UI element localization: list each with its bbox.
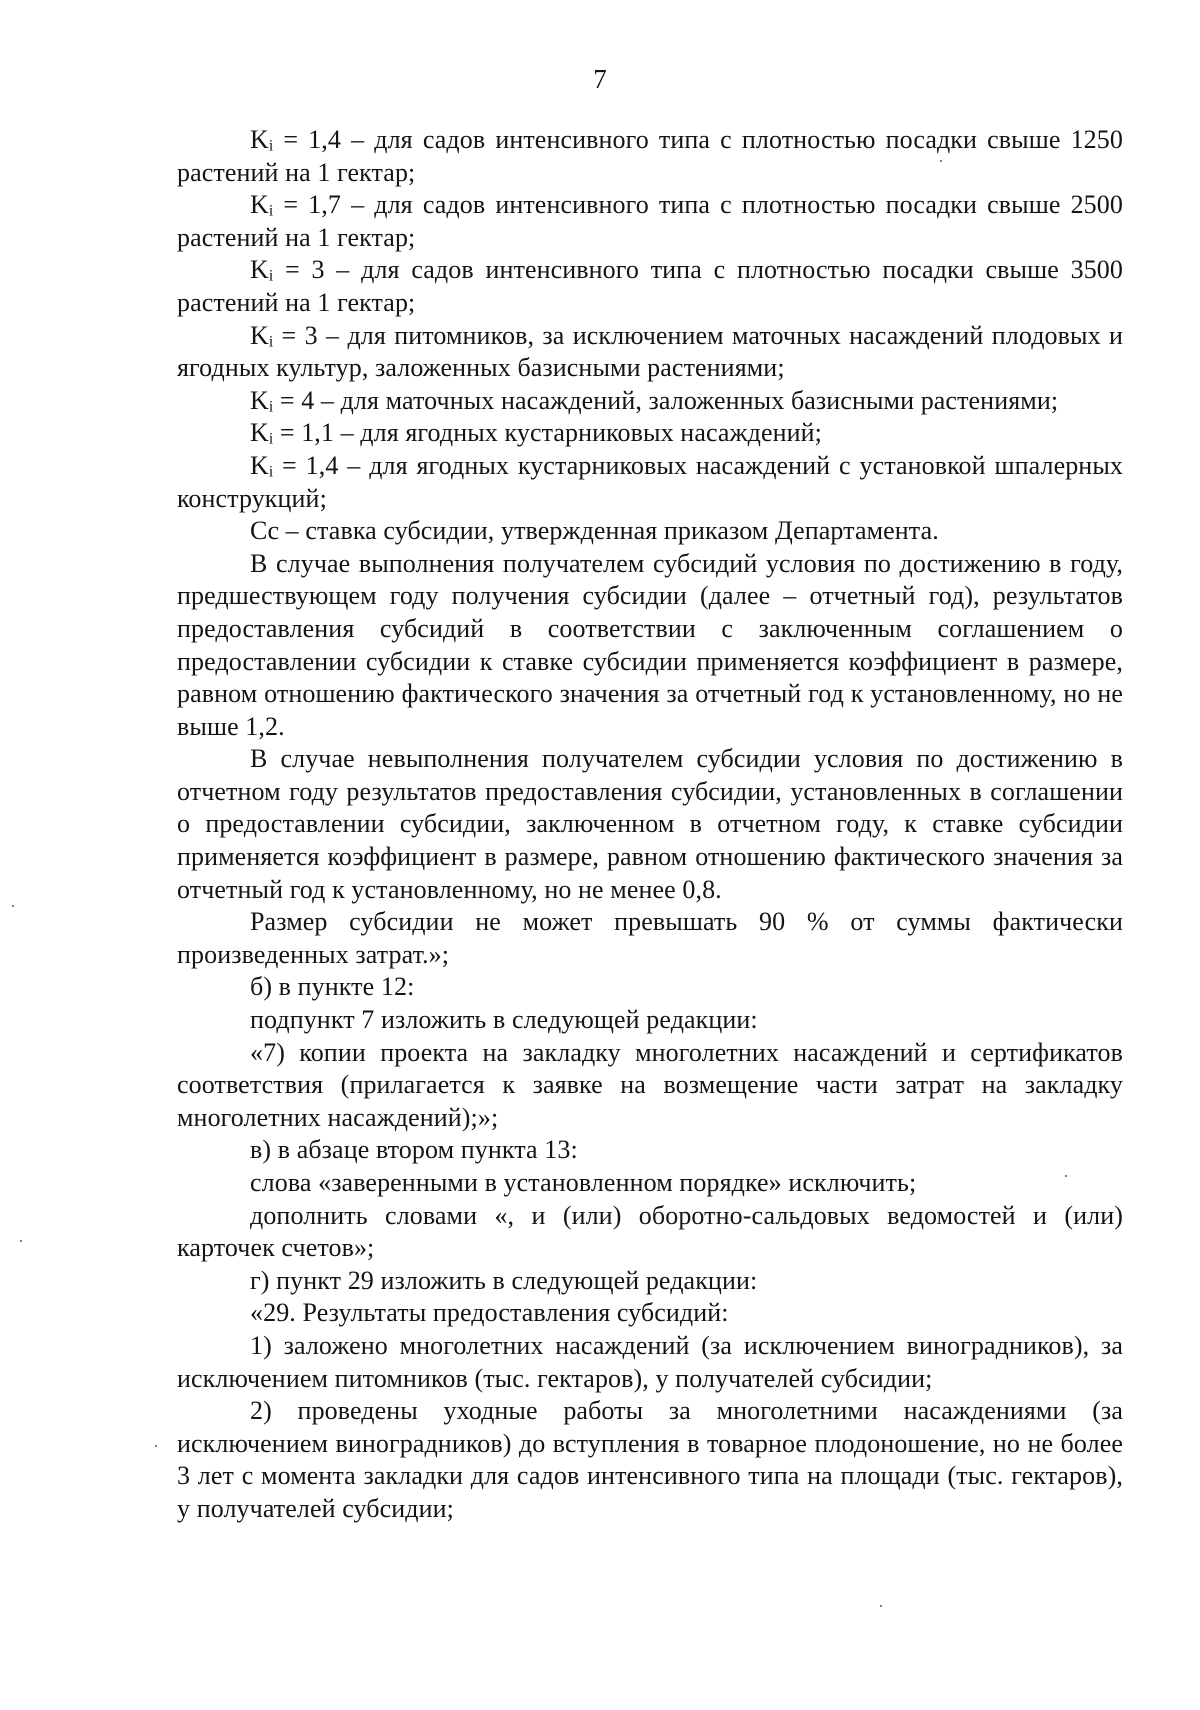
paragraph-coefficient-1-4-trellis: Kᵢ = 1,4 – для ягодных кустарниковых насаждений с установкой шпалерных конструкций; xyxy=(177,450,1123,513)
paragraph-coefficient-3-3500: Kᵢ = 3 – для садов интенсивного типа с плотностью посадки свыше 3500 растений на 1 гектар; xyxy=(177,255,1123,317)
document-body xyxy=(177,124,1123,1526)
paragraph-coefficient-1-7-2500: Kᵢ = 1,7 – для садов интенсивного типа с плотностью посадки свыше 2500 растений на 1 гектар; xyxy=(177,190,1123,252)
scan-speck xyxy=(880,1605,882,1607)
paragraph-coefficient-3-nurseries: Kᵢ = 3 – для питомников, за исключением маточных насаждений плодовых и ягодных культур, заложенных базисными растениями; xyxy=(177,320,1123,383)
scan-speck xyxy=(20,1240,22,1242)
paragraph-result-1: 1) заложено многолетних насаждений (за исключением виноградников), за исключением питомников (тыс. гектаров), у получателей субсидии; xyxy=(177,1330,1123,1393)
paragraph-words-exclude: слова «заверенными в установленном порядке» исключить; xyxy=(250,1168,917,1197)
paragraph-point-29-title: «29. Результаты предоставления субсидий: xyxy=(250,1298,729,1328)
paragraph-item-v: в) в абзаце втором пункта 13: xyxy=(250,1135,578,1165)
page-number: 7 xyxy=(593,64,607,94)
paragraph-fulfillment-coefficient: В случае выполнения получателем субсидий условия по достижению в году, предшествующем году получения субсидии (далее – отчетный год), результатов предоставления субсидий в соответствии с заключенным соглашением о предоставлении субсидии к ставке субсидии применяется коэффициент в размере, равном отношению фактического значения за отчетный год к установленному, но не выше 1,2. xyxy=(177,548,1123,741)
scan-speck xyxy=(155,1445,157,1447)
scan-speck xyxy=(1065,1175,1067,1177)
paragraph-subitem-7-text: «7) копии проекта на закладку многолетних насаждений и сертификатов соответствия (прилагается к заявке на возмещение части затрат на закладку многолетних насаждений);»; xyxy=(177,1037,1123,1132)
paragraph-subsidy-rate-definition: Cc – ставка субсидии, утвержденная приказом Департамента. xyxy=(250,516,939,546)
scan-speck xyxy=(940,160,942,162)
paragraph-coefficient-1-4-1250: Kᵢ = 1,4 – для садов интенсивного типа с плотностью посадки свыше 1250 растений на 1 гектар; xyxy=(177,125,1123,187)
paragraph-nonfulfillment-coefficient: В случае невыполнения получателем субсидии условия по достижению в отчетном году результатов предоставления субсидии, установленных в соглашении о предоставлении субсидии, заключенном в отчетном году, к ставке субсидии применяется коэффициент в размере, равном отношению фактического значения за отчетный год к установленному, но не менее 0,8. xyxy=(177,744,1123,904)
paragraph-subsidy-limit: Размер субсидии не может превышать 90 % от суммы фактически произведенных затрат.»; xyxy=(177,907,1123,969)
paragraph-result-2: 2) проведены уходные работы за многолетними насаждениями (за исключением виноградников) до вступления в товарное плодоношение, но не более 3 лет с момента закладки для садов интенсивного типа на площади (тыс. гектаров), у получателей субсидии; xyxy=(177,1396,1123,1523)
paragraph-item-g: г) пункт 29 изложить в следующей редакции: xyxy=(250,1265,758,1295)
paragraph-coefficient-4-mother-plantings: Kᵢ = 4 – для маточных насаждений, заложенных базисными растениями; xyxy=(250,385,1059,415)
paragraph-subitem-7-intro: подпункт 7 изложить в следующей редакции: xyxy=(250,1005,758,1035)
paragraph-item-b: б) в пункте 12: xyxy=(250,972,415,1002)
scan-speck xyxy=(12,905,14,907)
paragraph-supplement-words: дополнить словами «, и (или) оборотно-сальдовых ведомостей и (или) карточек счетов»; xyxy=(177,1200,1123,1263)
paragraph-coefficient-1-1-berry: Kᵢ = 1,1 – для ягодных кустарниковых насаждений; xyxy=(250,418,822,448)
